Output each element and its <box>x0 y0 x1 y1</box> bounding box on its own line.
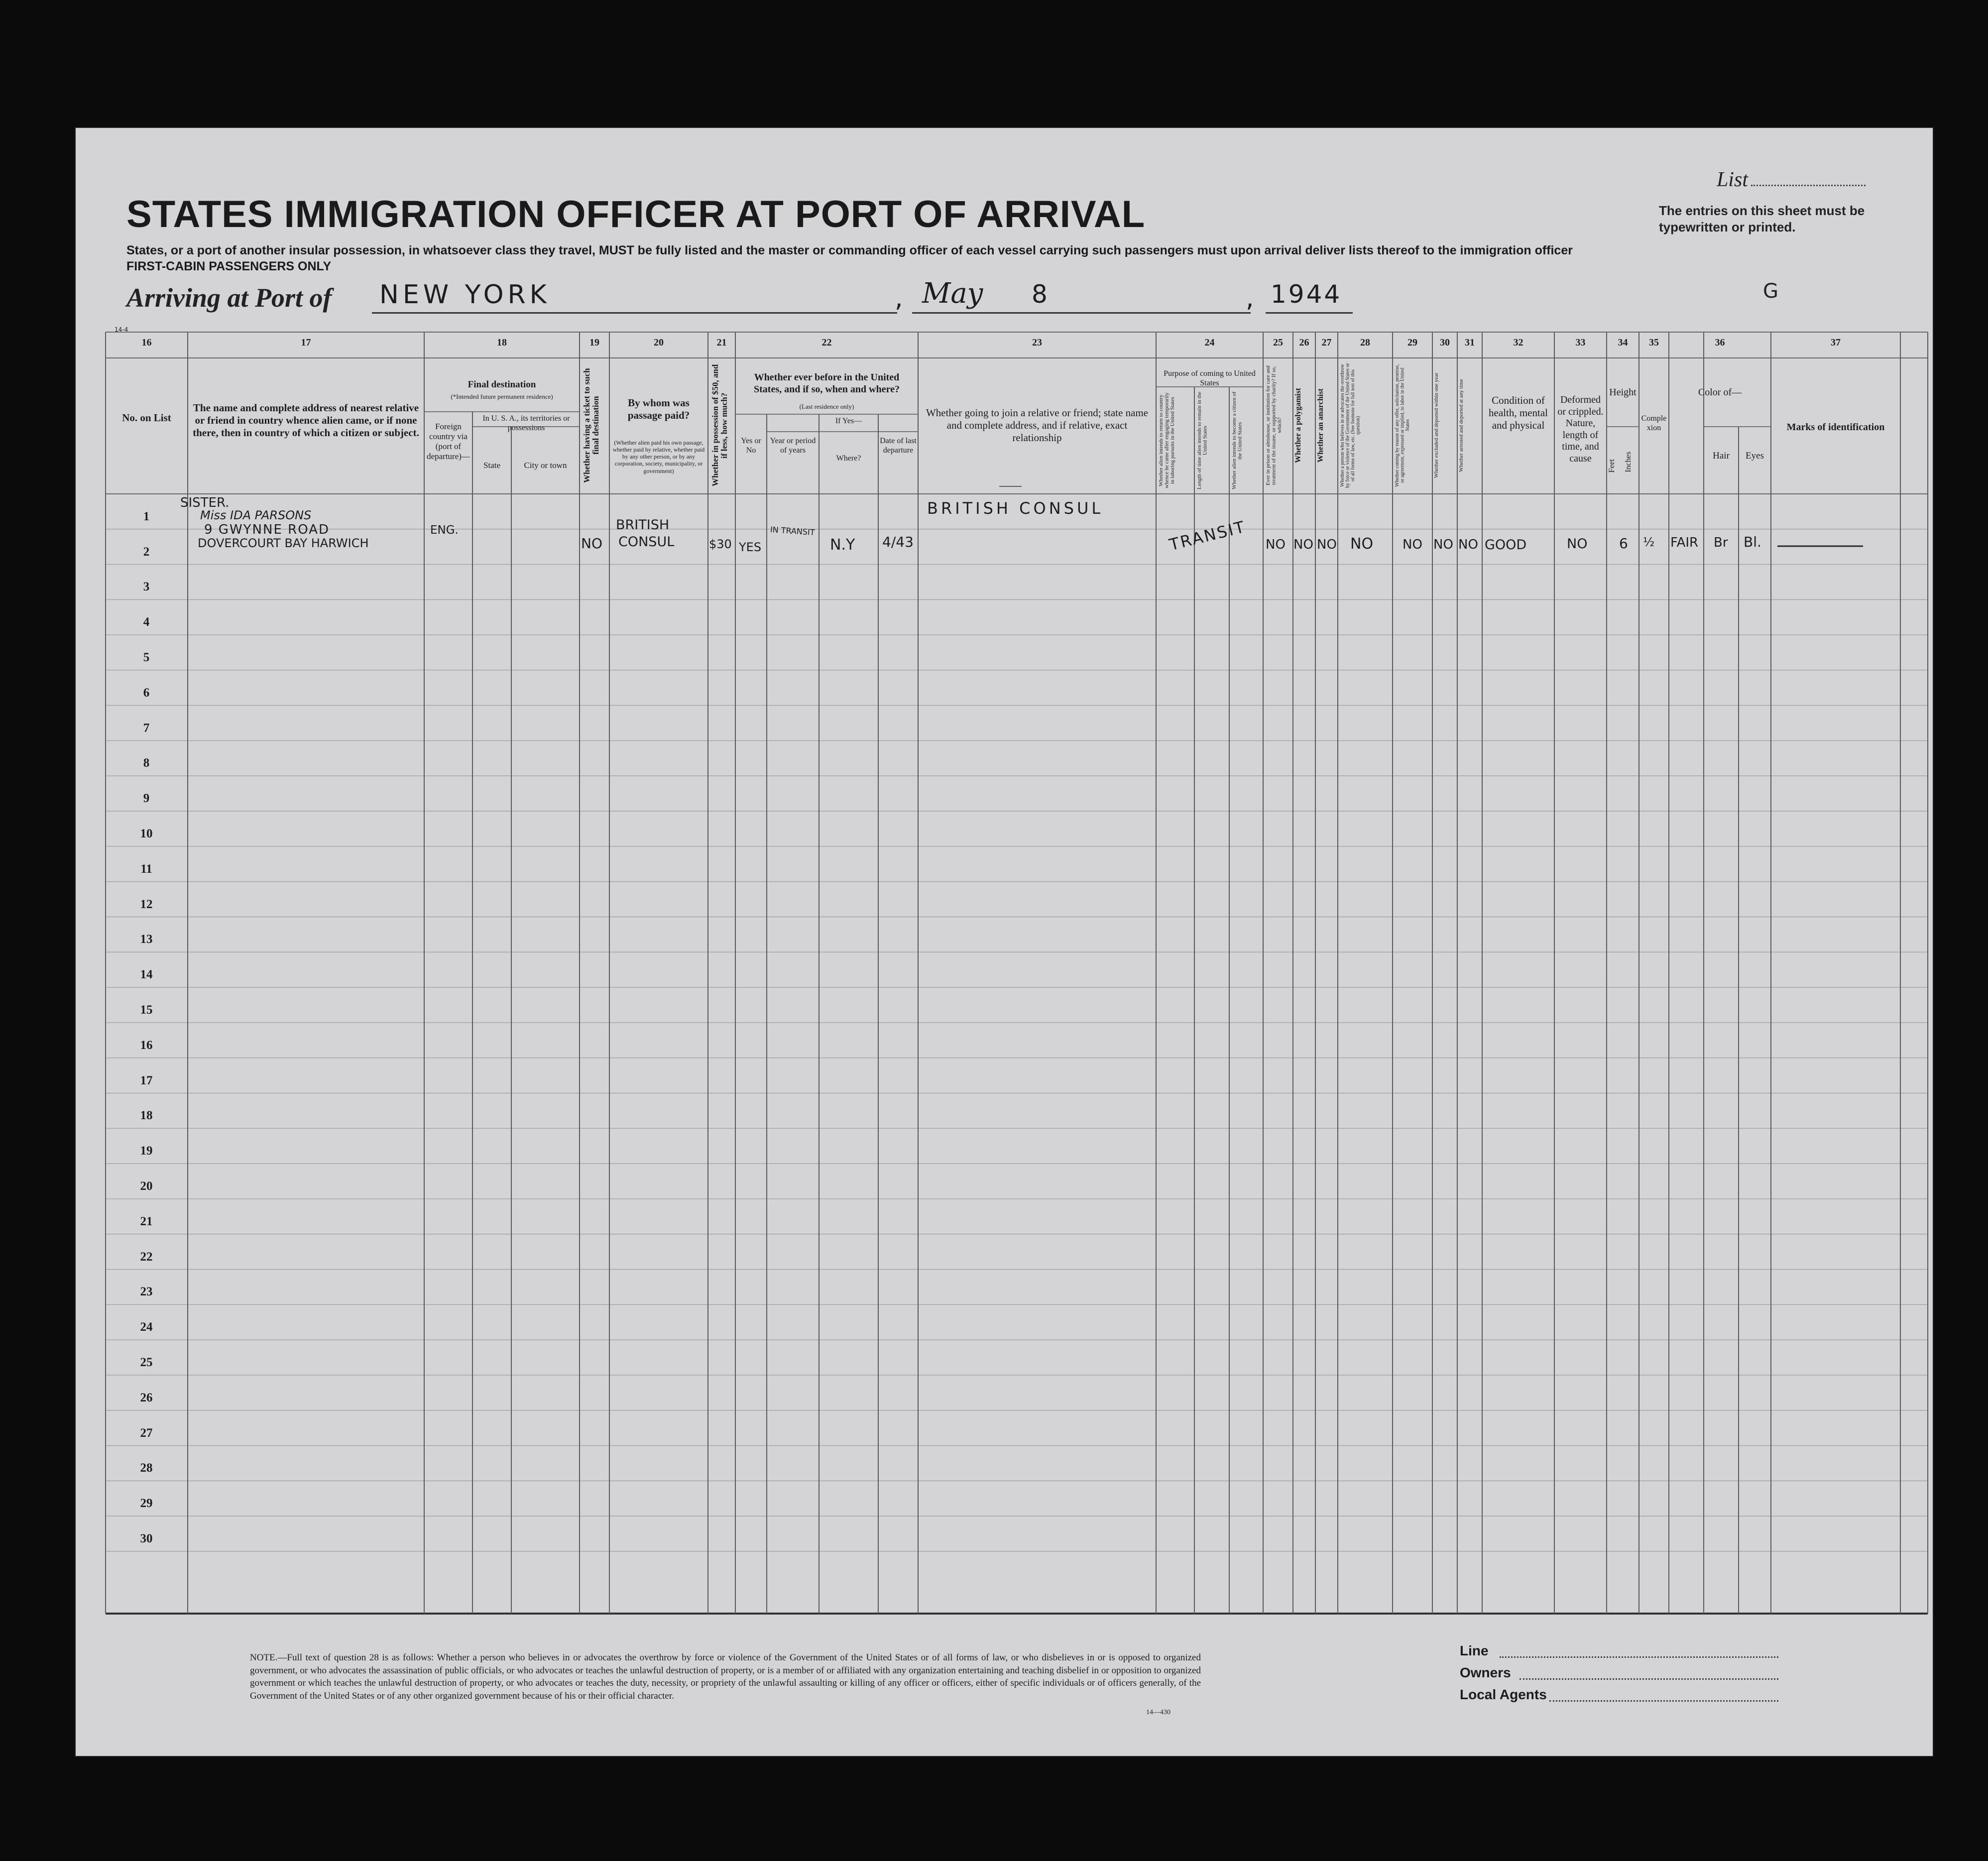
row-number: 23 <box>140 1285 153 1299</box>
col-30-header: Whether excluded and deported within one year <box>1433 372 1439 478</box>
row-number: 13 <box>140 932 153 946</box>
month-value: May <box>922 277 983 310</box>
col-35-header: Complexion <box>1641 414 1667 432</box>
arrested-value: NO <box>1458 537 1478 552</box>
row-number: 15 <box>140 1003 153 1017</box>
row-number: 24 <box>140 1320 153 1334</box>
col-22-number: 22 <box>821 337 832 348</box>
arriving-label: Arriving at Port of <box>126 283 332 313</box>
prison-value: NO <box>1266 537 1286 552</box>
col-27-header: Whether an anarchist <box>1316 388 1325 463</box>
col-20-header: By whom was passage paid? <box>627 397 690 421</box>
col-24-number: 24 <box>1204 337 1215 348</box>
col-18-city: City or town <box>524 461 567 470</box>
col-32-header: Condition of health, mental and physical <box>1489 394 1548 431</box>
line-label: Line <box>1460 1643 1489 1658</box>
col-35-number: 35 <box>1649 337 1659 348</box>
row-number: 11 <box>140 862 152 876</box>
col-22-header: Whether ever before in the United States, and if so, when and where? <box>754 372 900 395</box>
col-34-header: Height <box>1609 387 1637 398</box>
sheet-mark: G <box>1763 280 1778 303</box>
row-number: 19 <box>140 1144 153 1158</box>
row-number: 12 <box>140 897 153 911</box>
height-feet-value: 6 <box>1619 535 1628 552</box>
ticket-value: NO <box>581 535 602 552</box>
col-18-header: Final destination <box>468 379 536 390</box>
year-value: 1944 <box>1271 280 1342 309</box>
row-number: 2 <box>143 545 150 559</box>
col-27-number: 27 <box>1321 337 1332 348</box>
excluded-value: NO <box>1433 537 1453 552</box>
row-number: 4 <box>143 615 150 629</box>
row-number: 21 <box>140 1214 153 1228</box>
row-number: 18 <box>140 1109 153 1123</box>
health-value: GOOD <box>1485 537 1527 553</box>
been-before-value: YES <box>739 540 762 554</box>
line-field <box>1500 1656 1778 1658</box>
col-37-number: 37 <box>1831 337 1841 348</box>
col-18-state: State <box>483 461 500 470</box>
col-34-inches: Inches <box>1624 452 1633 472</box>
col-23-header: Whether going to join a relative or friend; state name and complete address, and if relative, exact relationship <box>926 407 1149 444</box>
question-28-footnote: NOTE.—Full text of question 28 is as follows: Whether a person who believes in or advocates the overthrow by force or violence of the Government of the United States or of all forms of law, or who disbelieves in or is opposed to organized government, or who advocates the assassination of public officials, or who advocates or teaches the unlawful destruction of property, or is a member of or affiliated with any organization entertaining and teaching disbelief in or opposition to organized government or which teaches the unlawful destruction of property, or who advocates or teaches the duty, necessity, or propriety of the unlawful assaulting or killing of any officer or officers, either of specific individuals or of officers generally, of the Government of the United States or of any other organized government because of his or their official character. <box>250 1652 1201 1701</box>
typewritten-instruction: The entries on this sheet must be typewritten or printed. <box>1659 203 1865 234</box>
col-28-header: Whether a person who believes in or advocates the overthrow by force or violence of the Government of the United States or of all forms of law, etc. (See footnote for full text of this question) <box>1340 363 1361 488</box>
first-cabin-label: FIRST-CABIN PASSENGERS ONLY <box>126 259 332 273</box>
joining-value: BRITISH CONSUL <box>927 499 1104 518</box>
col-28-number: 28 <box>1360 337 1370 348</box>
col-22-subheader: (Last residence only) <box>799 403 854 410</box>
col-22-ifyes: If Yes— <box>835 417 862 425</box>
col-18-foreign: Foreign country via (port of departure)— <box>427 422 470 462</box>
col-26-header: Whether a polygamist <box>1294 388 1302 463</box>
form-subtitle: States, or a port of another insular possession, in whatsoever class they travel, MUST be fully listed and the master or commanding officer of each vessel carrying such passengers must upon arrival deliver lists thereof to the immigration officer <box>126 243 1573 257</box>
row-number: 7 <box>143 721 150 735</box>
polygamist-value: NO <box>1293 537 1313 552</box>
col-29-header: Whether coming by reason of any offer, solicitation, promise, or agreement, expressed or implied, to labor in the United States <box>1395 364 1410 487</box>
col-30-number: 30 <box>1440 337 1450 348</box>
overthrow-value: NO <box>1350 535 1374 553</box>
comma: , <box>1246 283 1254 313</box>
col-24-header: Purpose of coming to United States <box>1164 369 1256 387</box>
period-value: IN TRANSIT <box>770 524 816 538</box>
form-title: STATES IMMIGRATION OFFICER AT PORT OF ARRIVAL <box>126 193 1146 235</box>
row-number: 10 <box>140 827 153 841</box>
col-24c-header: Whether alien intends to become a citizen of the United States <box>1231 391 1243 490</box>
col-19-header: Whether having a ticket to such final destination <box>582 368 600 483</box>
form-number: 14—430 <box>1146 1709 1170 1716</box>
col-34-feet: Feet <box>1608 459 1616 473</box>
relative-name: Miss IDA PARSONS <box>200 508 312 522</box>
purpose-value: TRANSIT <box>1167 517 1248 555</box>
col-31-header: Whether arrested and deported at any time <box>1458 379 1464 472</box>
row-number: 27 <box>140 1426 153 1440</box>
col-31-number: 31 <box>1465 337 1475 348</box>
col-36-number: 36 <box>1715 337 1725 348</box>
row-number: 16 <box>140 1038 153 1052</box>
col-24a-header: Whether alien intends to return to country whence he came after engaging temporarily in laboring pursuits in the United States <box>1158 392 1176 489</box>
deformed-value: NO <box>1567 536 1588 552</box>
departure-value: 4/43 <box>882 534 914 550</box>
col-16-number: 16 <box>141 337 152 348</box>
row-number: 29 <box>140 1497 153 1511</box>
where-value: N.Y <box>830 536 855 554</box>
hair-value: Br <box>1714 535 1728 550</box>
col-22-yesno: Yes or No <box>741 437 761 455</box>
col-26-number: 26 <box>1299 337 1309 348</box>
col-29-number: 29 <box>1407 337 1417 348</box>
offer-value: NO <box>1403 537 1422 552</box>
owners-field <box>1520 1678 1778 1680</box>
col-19-number: 19 <box>589 337 599 348</box>
form-mark: 14-4 <box>115 326 128 333</box>
paid-by-line-1: BRITISH <box>616 517 670 533</box>
col-25-number: 25 <box>1273 337 1283 348</box>
row-number: 8 <box>143 756 150 770</box>
col-34-number: 34 <box>1618 337 1628 348</box>
col-17-header: The name and complete address of nearest relative or friend in country whence alien came, or if none there, then in country of which a citizen or subject. <box>193 402 419 439</box>
local-agents-field <box>1549 1700 1778 1702</box>
col-33-header: Deformed or crippled. Nature, length of time, and cause <box>1557 394 1604 464</box>
col-21-header: Whether in possession of $50, and if less, how much? <box>710 364 729 487</box>
col-36-hair: Hair <box>1713 451 1730 461</box>
relation-value: SISTER. <box>180 495 230 510</box>
col-22-year: Year or period of years <box>770 437 816 455</box>
day-value: 8 <box>1032 280 1048 309</box>
col-22-where: Where? <box>836 454 861 463</box>
col-36-header: Color of— <box>1698 387 1742 398</box>
row-number: 22 <box>140 1250 153 1264</box>
col-23-number: 23 <box>1032 337 1042 348</box>
manifest-sheet <box>75 127 1934 1757</box>
col-25-header: Ever in prison or almshouse, or institution for care and treatment of the insane, or supported by charity? If so, which? <box>1265 365 1283 485</box>
col-36-eyes: Eyes <box>1746 451 1764 461</box>
manifest-grid <box>76 128 1933 1756</box>
col-16-header: No. on List <box>122 412 171 424</box>
col-20-number: 20 <box>654 337 664 348</box>
row-number: 26 <box>140 1391 153 1404</box>
col-33-number: 33 <box>1575 337 1586 348</box>
row-number: 3 <box>143 580 150 594</box>
col-17-number: 17 <box>301 337 311 348</box>
row-number: 20 <box>140 1179 153 1193</box>
row-number: 28 <box>140 1461 153 1475</box>
col-21-number: 21 <box>716 337 727 348</box>
port-value: NEW YORK <box>379 280 551 310</box>
foreign-country-value: ENG. <box>430 524 459 537</box>
comma: , <box>895 283 903 313</box>
col-37-header: Marks of identification <box>1786 422 1885 433</box>
row-number: 1 <box>143 509 150 523</box>
row-number: 5 <box>143 651 150 665</box>
anarchist-value: NO <box>1317 537 1337 552</box>
col-24b-header: Length of time alien intends to remain in the United States <box>1196 391 1208 490</box>
local-agents-label: Local Agents <box>1460 1687 1547 1702</box>
col-20-subheader: (Whether alien paid his own passage, whether paid by relative, whether paid by any other person, or by any corporation, society, municipality, or government) <box>612 439 705 474</box>
paid-by-line-2: CONSUL <box>618 534 675 550</box>
col-18-number: 18 <box>497 337 507 348</box>
col-32-number: 32 <box>1513 337 1523 348</box>
money-value: $30 <box>709 537 732 551</box>
row-number: 17 <box>140 1073 153 1087</box>
row-number: 25 <box>140 1356 153 1370</box>
relative-address-1: 9 GWYNNE ROAD <box>204 522 330 537</box>
row-number: 6 <box>143 686 150 699</box>
height-inches-value: ½ <box>1643 535 1655 549</box>
col-18-subheader: (*Intended future permanent residence) <box>451 393 553 400</box>
row-number: 14 <box>140 968 153 982</box>
row-number: 9 <box>143 792 150 806</box>
row-number: 30 <box>140 1532 153 1546</box>
complexion-value: FAIR <box>1670 535 1699 550</box>
eyes-value: Bl. <box>1744 534 1761 550</box>
owners-label: Owners <box>1460 1665 1511 1680</box>
col-18-usa: In U. S. A., its territories or possessions <box>482 414 570 432</box>
list-label: List <box>1717 168 1866 192</box>
col-22-date: Date of last departure <box>880 437 917 455</box>
relative-address-2: DOVERCOURT BAY HARWICH <box>198 536 369 550</box>
